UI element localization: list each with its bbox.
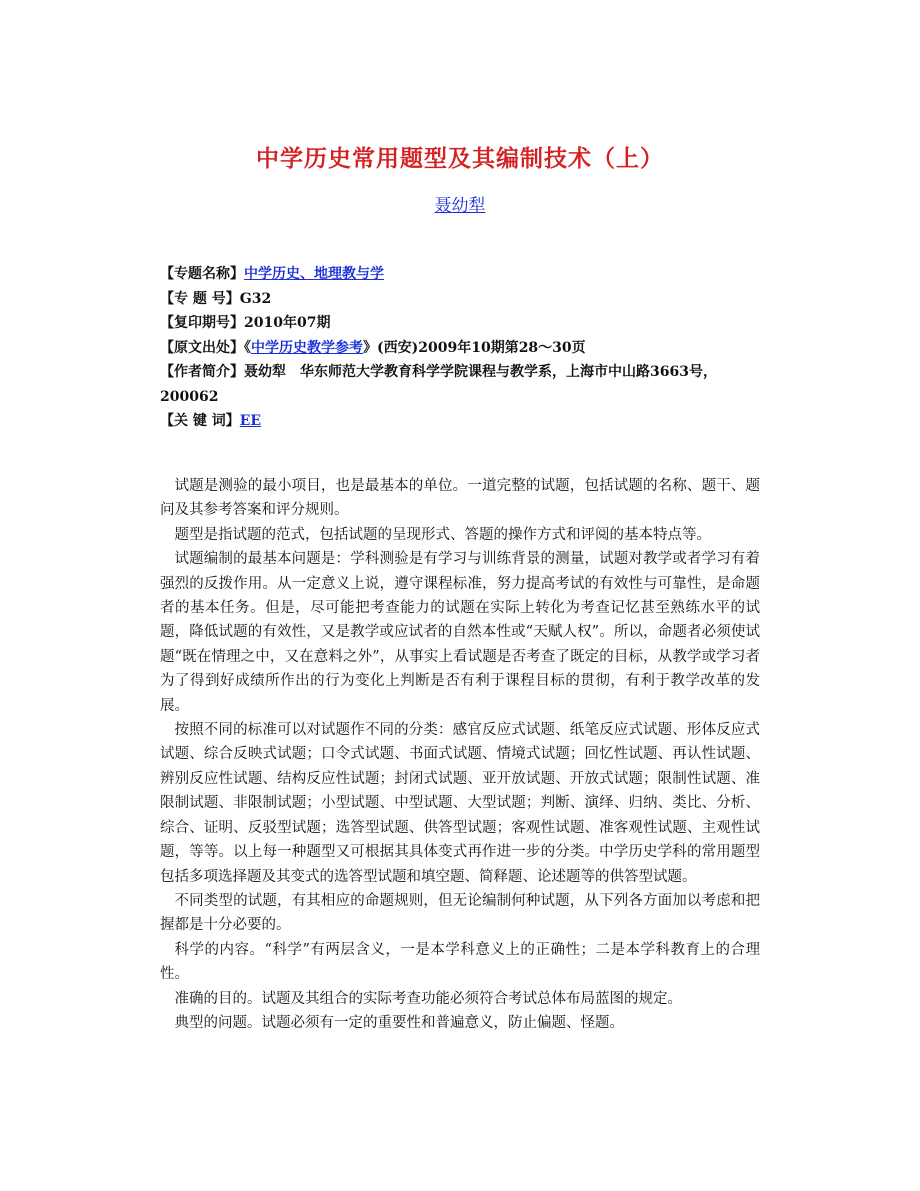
meta-reprint-label: 【复印期号】 [160, 315, 244, 331]
meta-author-value: 聂幼犁 华东师范大学教育科学学院课程与教学系，上海市中山路3663号，200062 [160, 364, 717, 405]
meta-source-row [160, 336, 760, 361]
meta-reprint-row [160, 311, 760, 336]
article-body [160, 474, 760, 1035]
meta-author-row [160, 360, 760, 409]
body-paragraph: 典型的问题。试题必须有一定的重要性和普遍意义，防止偏题、怪题。 [174, 1014, 624, 1031]
meta-code-label: 【专 题 号】 [160, 290, 240, 307]
meta-reprint-value: 2010年07期 [244, 315, 331, 331]
meta-source-prefix: 《 [244, 339, 251, 356]
meta-code-value: G32 [239, 290, 272, 307]
body-paragraph: 题型是指试题的范式，包括试题的呈现形式、答题的操作方式和评阅的基本特点等。 [174, 526, 711, 543]
meta-keywords-label: 【关 键 词】 [160, 413, 240, 429]
body-paragraph: 科学的内容。“科学”有两层含义，一是本学科意义上的正确性；二是本学科教育上的合理性。 [160, 941, 760, 983]
body-paragraph: 试题是测验的最小项目，也是最基本的单位。一道完整的试题，包括试题的名称、题干、题问及其参考答案和评分规则。 [160, 478, 760, 519]
meta-source-journal-link[interactable]: 中学历史教学参考 [251, 339, 363, 356]
article-metadata [160, 262, 760, 434]
body-paragraph: 按照不同的标准可以对试题作不同的分类：感官反应式试题、纸笔反应式试题、形体反应式试题、综合反映式试题；口令式试题、书面式试题、情境式试题；回忆性试题、再认性试题、辨别反应性试题、结构反应性试题；封闭式试题、亚开放试题、开放式试题；限制性试题、准限制试题、非限制试题；小型试题、中型试题、大型试题；判断、演绎、归纳、类比、分析、综合、证明、反驳型试题；选答型试题、供答型试题；客观性试题、准客观性试题、主观性试题，等等。以上每一种题型又可根据其具体变式再作进一步的分类。中学历史学科的常用题型包括多项选择题及其变式的选答型试题和填空题、简释题、论述题等的供答型试题。 [160, 722, 760, 885]
article-author [0, 191, 920, 216]
meta-author-label: 【作者简介】 [160, 364, 244, 380]
meta-keywords-link[interactable]: EE [239, 413, 262, 429]
meta-keywords-row [160, 409, 760, 434]
meta-source-label: 【原文出处】 [160, 339, 244, 356]
meta-code-row [160, 287, 760, 312]
meta-source-suffix: 》(西安)2009年10期第28～30页 [363, 339, 586, 356]
meta-topic-link[interactable]: 中学历史、地理教与学 [244, 266, 384, 282]
meta-topic-row [160, 262, 760, 287]
meta-topic-label: 【专题名称】 [160, 266, 244, 282]
body-paragraph: 试题编制的最基本问题是：学科测验是有学习与训练背景的测量，试题对教学或者学习有着强烈的反拨作用。从一定意义上说，遵守课程标准，努力提高考试的有效性与可靠性，是命题者的基本任务。但是，尽可能把考查能力的试题在实际上转化为考查记忆甚至熟练水平的试题，降低试题的有效性，又是教学或应试者的自然本性或“天赋人权”。所以，命题者必须使试题“既在情理之中，又在意料之外”，从事实上看试题是否考查了既定的目标，从教学或学习者为了得到好成绩所作出的行为变化上判断是否有利于课程目标的贯彻，有利于教学改革的发展。 [160, 551, 760, 714]
body-paragraph: 准确的目的。试题及其组合的实际考查功能必须符合考试总体布局蓝图的规定。 [174, 990, 682, 1007]
author-link[interactable]: 聂幼犁 [434, 196, 486, 216]
article-title: 中学历史常用题型及其编制技术（上） [256, 145, 664, 172]
body-paragraph: 不同类型的试题，有其相应的命题规则，但无论编制何种试题，从下列各方面加以考虑和把握都是十分必要的。 [160, 892, 760, 934]
